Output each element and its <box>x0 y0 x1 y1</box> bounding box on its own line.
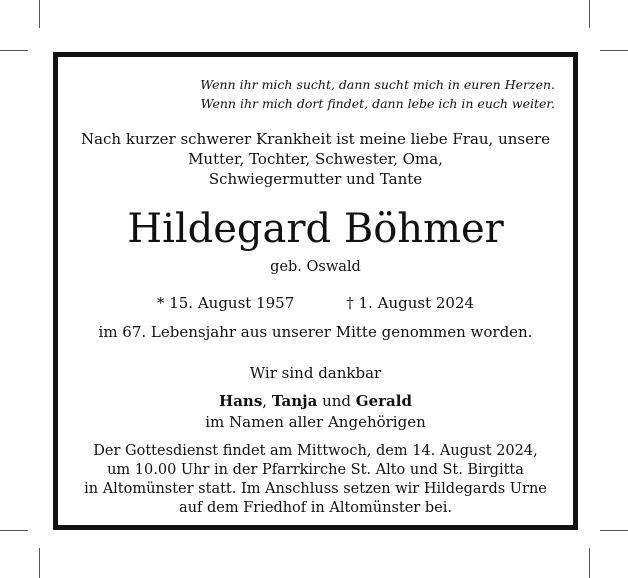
family-name-hans: Hans <box>219 392 263 410</box>
service-line-2: um 10.00 Uhr in der Pfarrkirche St. Alto und St. Birgitta <box>107 462 524 478</box>
motto-quote <box>200 75 555 113</box>
crop-mark-top-right-vertical <box>589 0 590 28</box>
birth-name: geb. Oswald <box>270 259 361 275</box>
crop-mark-bottom-right-vertical <box>589 548 590 578</box>
motto-line-2: Wenn ihr mich dort findet, dann lebe ich in euch weiter. <box>200 96 555 111</box>
service-line-4: auf dem Friedhof in Altomünster bei. <box>179 500 452 516</box>
birth-date: * 15. August 1957 <box>156 294 295 312</box>
announcement-intro <box>58 129 573 189</box>
deceased-name: Hildegard Böhmer <box>127 206 504 252</box>
intro-line-3: Schwiegermutter und Tante <box>208 170 423 188</box>
family-name-tanja: Tanja <box>271 392 318 410</box>
family-relatives-line: im Namen aller Angehörigen <box>205 413 426 431</box>
crop-mark-bottom-right-horizontal <box>600 530 628 531</box>
crop-mark-bottom-left-horizontal <box>0 530 28 531</box>
motto-line-1: Wenn ihr mich sucht, dann sucht mich in euren Herzen. <box>200 77 555 92</box>
intro-line-2: Mutter, Tochter, Schwester, Oma, <box>188 150 443 168</box>
crop-mark-bottom-left-vertical <box>39 548 40 578</box>
life-text: im 67. Lebensjahr aus unserer Mitte genommen worden. <box>98 323 533 341</box>
family-name-gerald: Gerald <box>355 392 412 410</box>
family-signature <box>58 391 573 433</box>
obituary-frame <box>53 52 578 530</box>
family-separator-1: , <box>262 392 272 410</box>
family-names <box>58 391 573 412</box>
life-dates <box>58 293 573 313</box>
crop-mark-top-left-horizontal <box>0 50 28 51</box>
death-date: † 1. August 2024 <box>346 294 475 312</box>
intro-line-1: Nach kurzer schwerer Krankheit ist meine liebe Frau, unsere <box>80 130 551 148</box>
service-line-1: Der Gottesdienst findet am Mittwoch, dem 14. August 2024, <box>93 443 538 459</box>
crop-mark-top-right-horizontal <box>600 50 628 51</box>
service-line-3: in Altomünster statt. Im Anschluss setzen wir Hildegards Urne <box>84 481 547 497</box>
crop-mark-top-left-vertical <box>39 0 40 28</box>
family-separator-2: und <box>317 392 356 410</box>
service-info <box>58 442 573 518</box>
thanks-line: Wir sind dankbar <box>249 364 382 382</box>
